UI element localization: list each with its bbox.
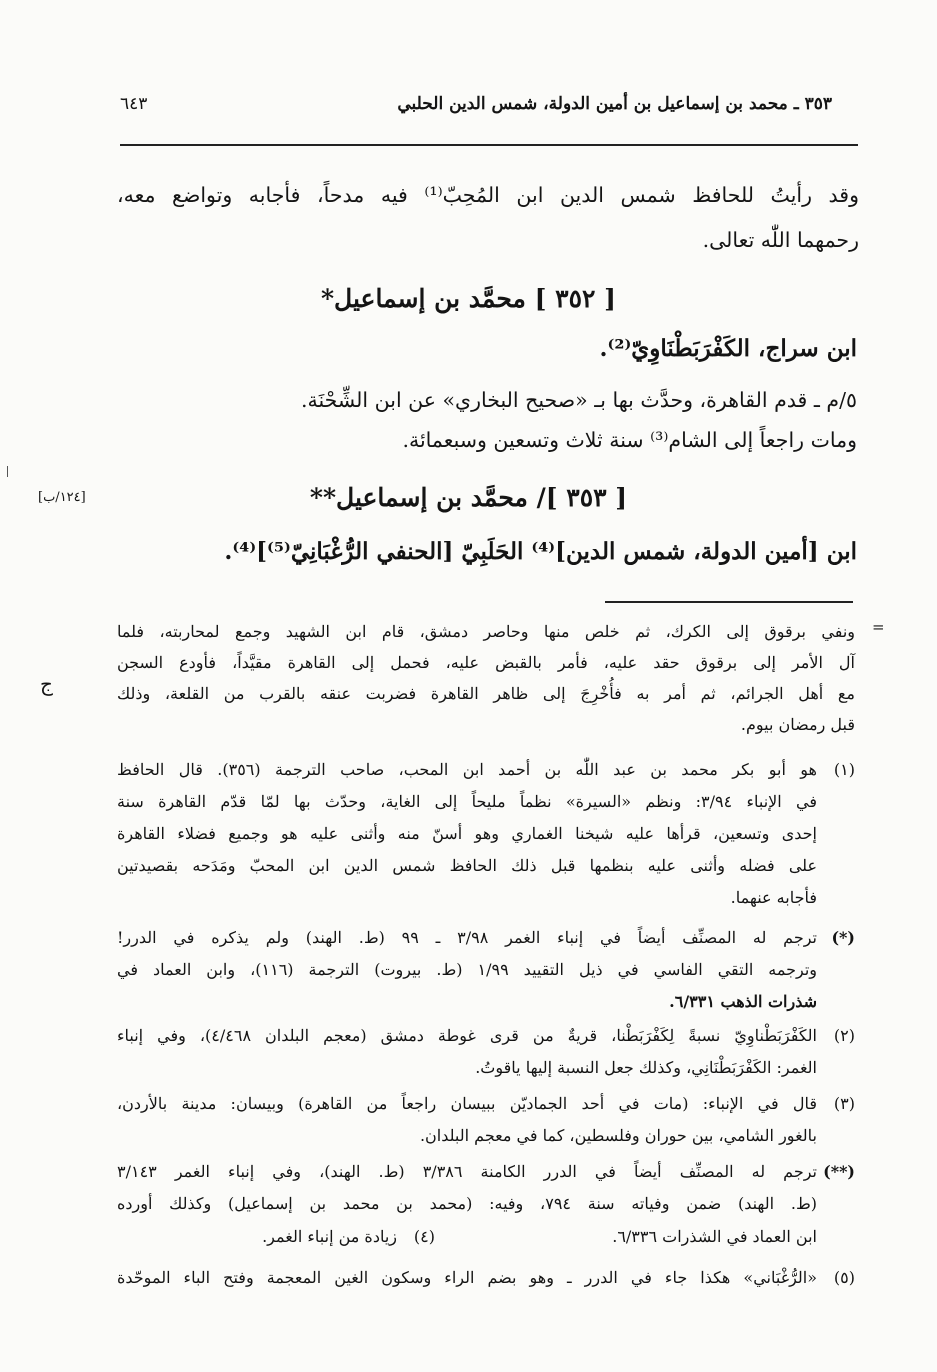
footnote-line: فأجابه عنهما. (730, 888, 817, 907)
footnote-line: ترجم له المصنِّف أيضاً في إنباء الغمر ٣/٩٨ ـ ٩٩ (ط. الهند) ولم يذكره في الدرر! (117, 928, 817, 947)
body-paragraph-line: وقد رأيتُ للحافظ شمس الدين ابن المُحِبّ⁽¹⁾ فيه مدحاً، فأجابه وتواضع معه، (117, 183, 860, 207)
continuation-mark: = (872, 618, 885, 636)
footnote-line: ترجم له المصنِّف أيضاً في الدرر الكامنة ٣/٣٨٦ (ط. الهند)، وفي إنباء الغمر ٣/١٤٣ (117, 1162, 818, 1181)
margin-letter-mark: ج (40, 672, 53, 696)
body-paragraph-line: رحمهما اللّٰه تعالى. (702, 228, 859, 252)
running-header-title: ٣٥٣ ـ محمد بن إسماعيل بن أمين الدولة، شمس الدين الحلبي (397, 94, 832, 114)
footnote-line: على فضله وأثنى عليه بنظمها قبل ذلك الحافظ شمس الدين ابن المحبّ ومَدَحه بقصيدتين (117, 856, 817, 875)
footnote-number: (٣) (833, 1094, 855, 1113)
footnote-line: إحدى وتسعين، قرأها عليه شيخنا الغماري وهو أسنّ منه وأثنى عليه هو وجميع فضلاء القاهرة (117, 824, 817, 843)
footnote-line: مع أهل الجرائم، ثم أمر به فأُخْرِجَ إلى ظاهر القاهرة فضربت عنقه بالقرب من القلعة، وذلك (117, 684, 855, 703)
footnote-line: شذرات الذهب ٦/٣٣١. (669, 992, 817, 1011)
footnote-line: هو أبو بكر محمد بن عبد اللّٰه بن أحمد ابن المحب، صاحب الترجمة (٣٥٦). قال الحافظ (117, 760, 817, 779)
footnote-line: قال في الإنباء: (مات في أحد الجماديّن ببيسان راجعاً من القاهرة) وبيسان: مدينة بالأردن، (117, 1094, 817, 1113)
entry-353-heading: [ ٣٥٣ ]/ محمَّد بن إسماعيل** (309, 483, 628, 512)
footnote-number: (٤) (413, 1227, 435, 1246)
footnote-line: وترجمه التقي الفاسي في ذيل التقييد ١/٩٩ (ط. بيروت) الترجمة (١١٦)، وابن العماد في (117, 960, 818, 979)
entry-352-subtitle: ابن سراج، الكَفْرَبَطْنَاوِيّ⁽²⁾. (599, 335, 857, 362)
footnote-line: في الإنباء ٣/٩٤: ونظم «السيرة» نظماً مليحاً إلى الغاية، وحدّث بها لمّا قدّم القاهرة سنة (117, 792, 818, 811)
footnote-line: الكَفْرَبَطْناوِيّ نسبةً لِكَفْرَبَطْنا، قريةٌ من قرى غوطة دمشق (معجم البلدان ٤/٤٦٨)، وفي إنباء (117, 1026, 817, 1045)
footnote-line: آل الأمر إلى برقوق حقد عليه، فأمر بالقبض عليه، فحمل إلى القاهرة مقيَّداً، فأودع السجن (117, 653, 856, 672)
footnote-line: (ط. الهند) ضمن وفياته سنة ٧٩٤، وفيه: (محمد بن محمد بن إسماعيل) وكذلك أورده (117, 1194, 818, 1213)
footnote-line: زيادة من إنباء الغمر. (262, 1227, 397, 1246)
page-number: ٦٤٣ (120, 94, 148, 114)
entry-352-text-line: ٥/م ـ قدم القاهرة، وحدَّث بها بـ «صحيح البخاري» عن ابن الشِّحْنَة. (300, 388, 857, 412)
footnote-line: الغمر: الكَفْرَبَطْنَانِي، وكذلك جعل النسبة إليها ياقوتُ. (475, 1058, 817, 1077)
header-rule (120, 144, 858, 146)
margin-folio-note: [١٢٤/ب] (38, 490, 86, 505)
footnote-line: «الرُّغْبَاني» هكذا جاء في الدرر ـ وهو بضم الراء وسكون الغين المعجمة وفتح الباء الموحّدة (117, 1268, 817, 1287)
footnote-number: (**) (823, 1162, 855, 1181)
footnote-number: (٥) (833, 1268, 855, 1287)
footnote-line: قبل رمضان بيوم. (740, 715, 855, 734)
footnote-line: بالغور الشامي، بين حوران وفلسطين، كما في معجم البلدان. (419, 1126, 817, 1145)
entry-352-text-line: ومات راجعاً إلى الشام⁽³⁾ سنة ثلاث وتسعين وسبعمائة. (402, 428, 857, 452)
footnote-rule (605, 601, 853, 603)
margin-tick (7, 466, 8, 477)
footnote-line: ابن العماد في الشذرات ٦/٣٣٦. (612, 1227, 817, 1246)
footnote-number: (*) (831, 928, 855, 947)
entry-353-subtitle: ابن [أمين الدولة، شمس الدين]⁽⁴⁾ الحَلَبِيّ [الحنفي الرُّغْبَانِيّ⁽⁵⁾]⁽⁴⁾. (224, 538, 857, 565)
footnote-number: (٢) (833, 1026, 855, 1045)
entry-352-heading: [ ٣٥٢ ] محمَّد بن إسماعيل* (320, 284, 616, 313)
footnote-number: (١) (833, 760, 855, 779)
footnote-line: ونفي برقوق إلى الكرك، ثم خلص منها وحاصر دمشق، قام ابن الشهيد وجمع لمحاربته، فلما (117, 622, 855, 641)
